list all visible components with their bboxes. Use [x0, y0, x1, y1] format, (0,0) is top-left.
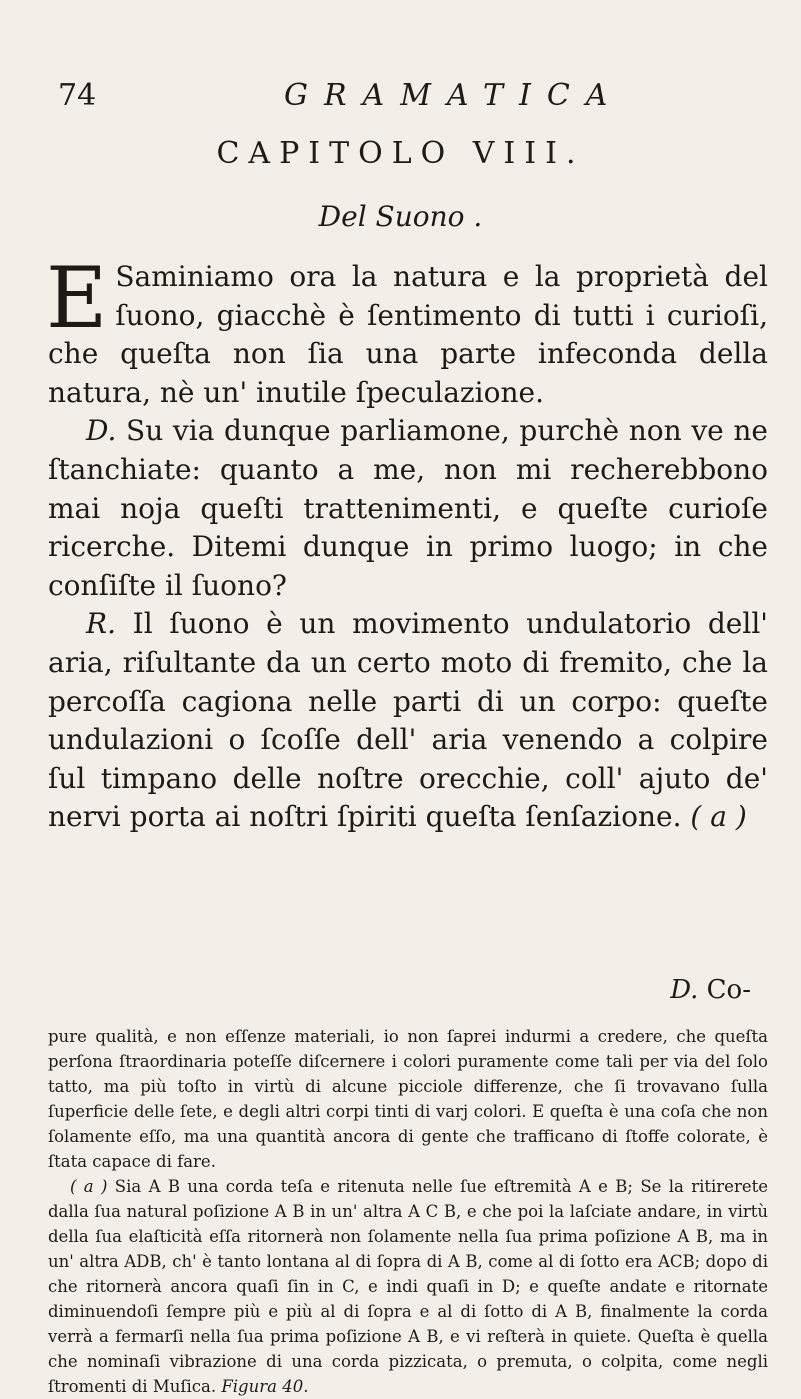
footnote-continuation: [48, 1024, 768, 1174]
paragraph-intro-text: Saminiamo ora la natura e la proprietà del ſuono, giacchè è ſentimento di tutti i curioſi, che queſta non ſia una parte infeconda della natura, nè un' inutile ſpeculazione.: [48, 260, 768, 409]
running-head: [58, 78, 761, 118]
drop-cap: E: [46, 249, 108, 347]
footnote-reference: ( a ): [690, 800, 747, 834]
footnote-continuation-text: pure qualità, e non eſſenze materiali, io non ſaprei indurmi a credere, che queſta perſona ſtraordinaria poteſſe diſcernere i colori puramente come tali per via del ſolo tatto, ma più toſto in virtù di alcune picciole differenze, che ſi trovavano ſulla ſuperficie delle ſete, e degli altri corpi tinti di varj colori. E queſta è una coſa che non ſolamente eſſo, ma una quantità ancora di gente che trafficano di ſtoffe colorate, è ſtata capace di fare.: [48, 1027, 768, 1171]
catchword: [670, 975, 751, 1005]
section-title: Del Suono .: [318, 200, 483, 233]
main-text: [46, 249, 768, 837]
running-title: GRAMATICA: [284, 78, 624, 113]
paragraph-intro: [46, 249, 768, 412]
page-number: 74: [58, 78, 97, 113]
paragraph-answer-text: Il ſuono è un movimento undulatorio dell' aria, riſultante da un certo moto di fremito, che la percoſſa cagiona nelle parti di un corpo: queſte undulazioni o ſcoſſe dell' aria venendo a colpire ſul timpano delle noſtre orecchie, coll' ajuto de' nervi porta ai noſtri ſpiriti queſta ſenſazione.: [48, 607, 768, 834]
footnote-a-text: Sia A B una corda teſa e ritenuta nelle ſue eſtremità A e B; Se la ritirerete dalla ſua natural poſizione A B in un' altra A C B, e che poi la laſciate andare, in virtù della ſua elaſticità eſſa ritornerà non ſolamente nella ſua prima poſizione A B, ma in un' altra ADB, ch' è tanto lontana al di ſopra di A B, come al di ſotto era ACB; dopo di che ritornerà ancora quaſi ſin in C, e indi quaſi in D; e queſte andate e ritornate diminuendoſi ſempre più e più al di ſopra e al di ſotto di A B, finalmente la corda verrà a fermarſi nella ſua prima poſizione A B, e vi reſterà in quiete. Queſta è quella che nominaſi vibrazione di una corda pizzicata, o premuta, o colpita, come negli ſtromenti di Muſica.: [48, 1177, 768, 1396]
figure-reference: Figura 40.: [221, 1377, 309, 1396]
footnotes: [48, 1024, 768, 1399]
paragraph-question: [48, 412, 768, 605]
footnote-a: [48, 1174, 768, 1399]
footnote-a-label: ( a ): [70, 1177, 108, 1196]
speaker-label-r: R.: [86, 607, 116, 641]
chapter-heading: CAPITOLO VIII.: [216, 136, 585, 171]
speaker-label-d: D.: [86, 414, 117, 448]
catchword-speaker: D.: [670, 975, 699, 1005]
catchword-text: Co-: [706, 975, 751, 1005]
paragraph-answer: [48, 605, 768, 837]
paragraph-question-text: Su via dunque parliamone, purchè non ve ne ſtanchiate: quanto a me, non mi recherebbono mai noja queſti trattenimenti, e queſte curioſe ricerche. Ditemi dunque in primo luogo; in che conſiſte il ſuono?: [48, 414, 768, 602]
